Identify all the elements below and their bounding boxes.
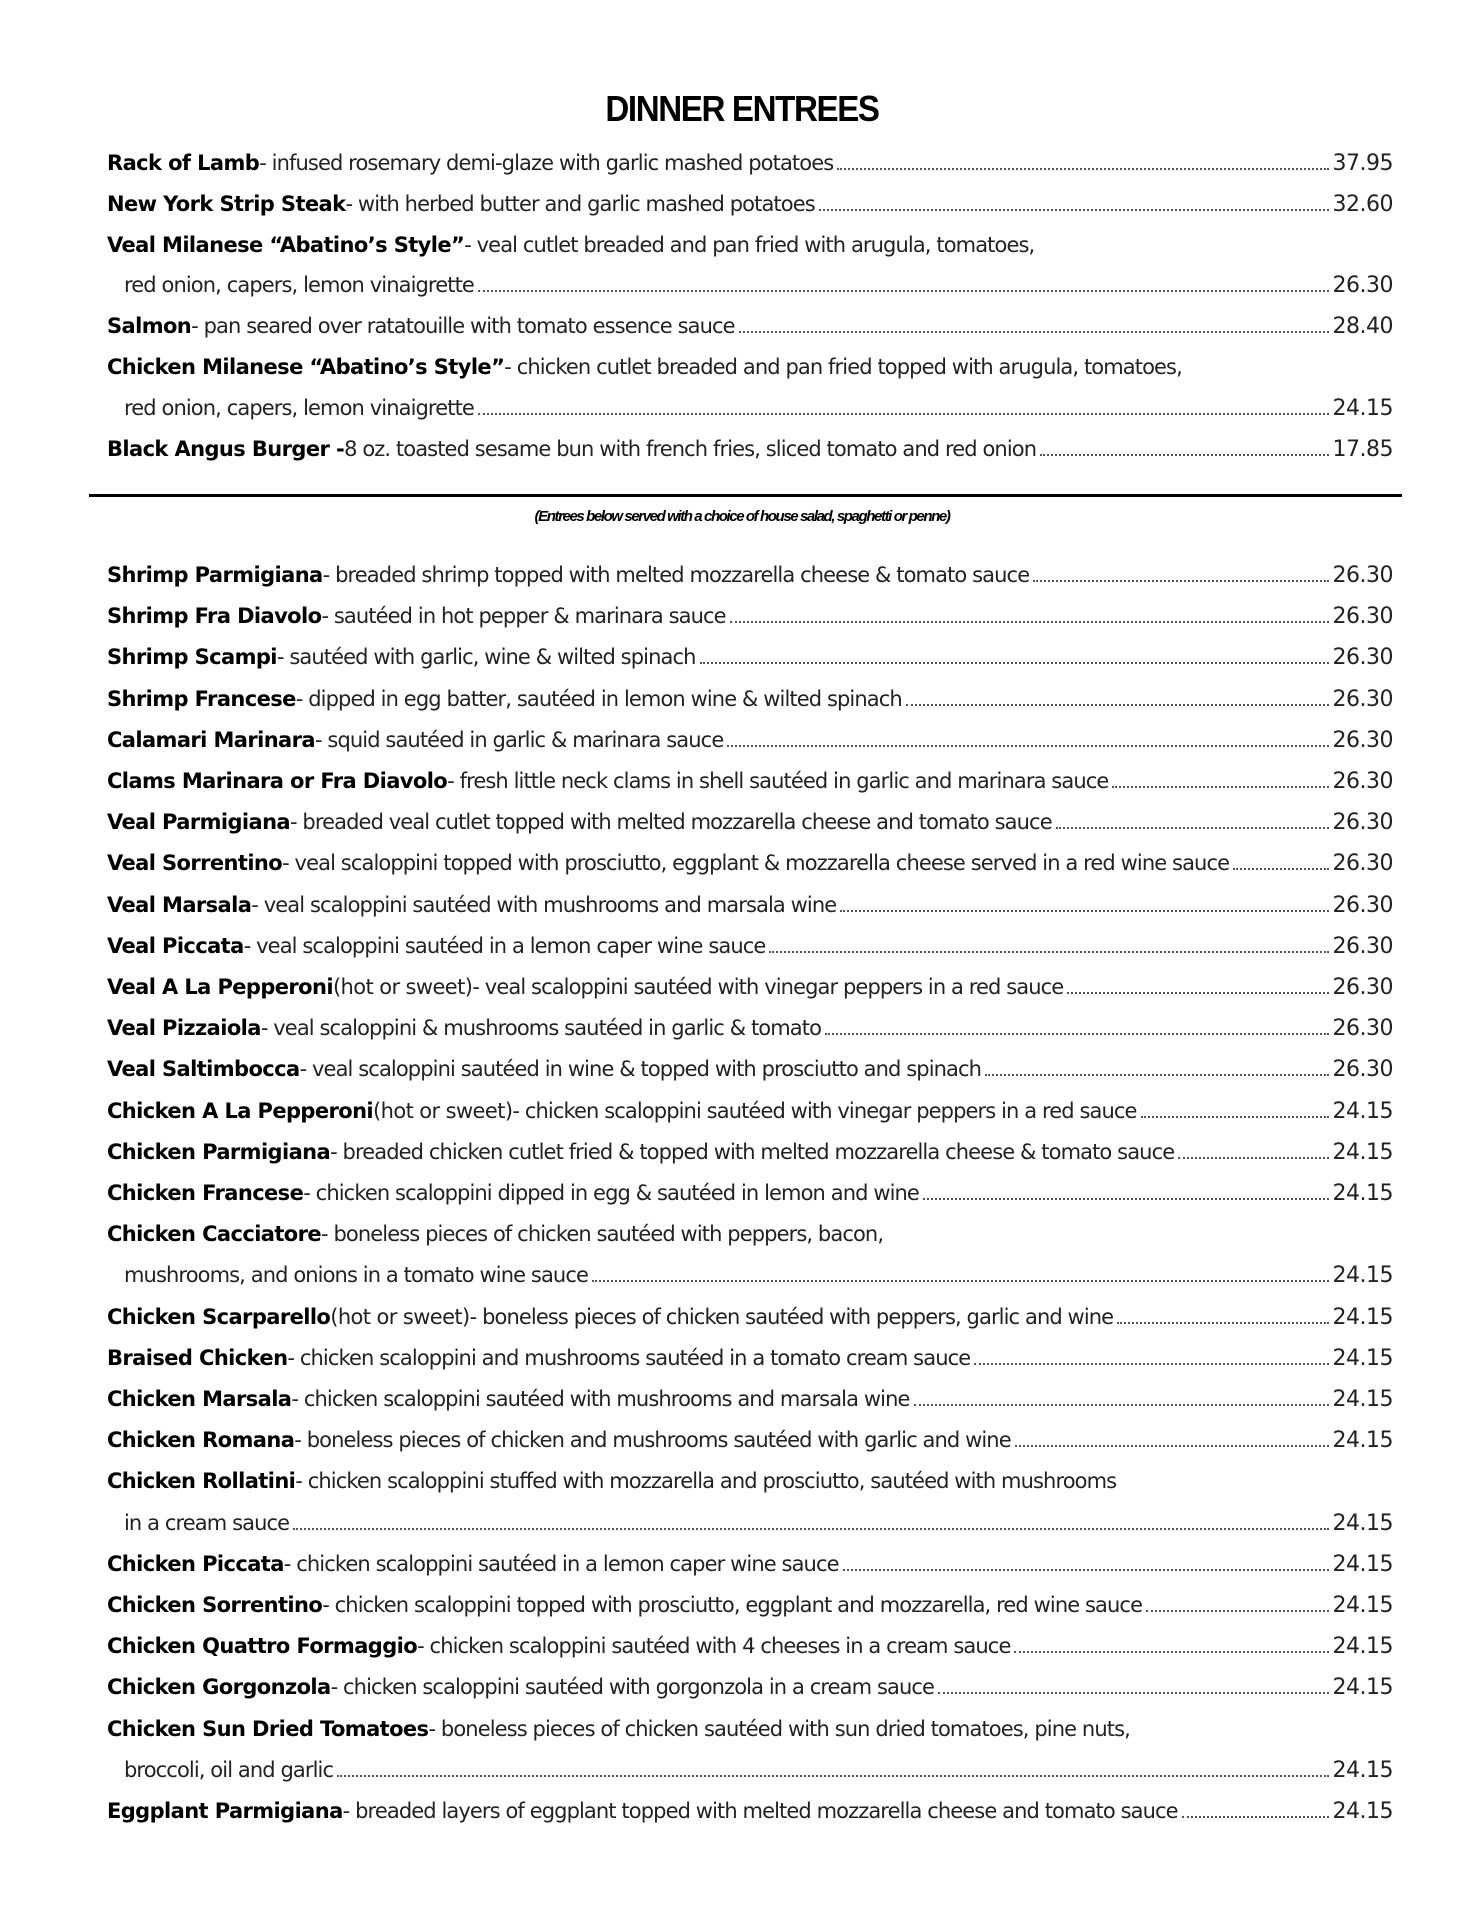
- menu-item-price: 24.15: [1332, 1263, 1393, 1289]
- menu-item-price: 26.30: [1332, 892, 1393, 918]
- menu-item-name: Chicken Parmigiana: [107, 1139, 331, 1164]
- dot-leader: [1182, 1815, 1329, 1818]
- menu-item: [107, 187, 1393, 221]
- dot-leader: [906, 703, 1329, 706]
- menu-item-description: - boneless pieces of chicken sautéed with peppers, garlic and wine: [469, 1304, 1114, 1329]
- menu-item-continuation: [107, 1258, 1393, 1292]
- dot-leader: [293, 1527, 1328, 1530]
- menu-item-price: 26.30: [1332, 769, 1393, 794]
- menu-item: [107, 599, 1393, 633]
- menu-item: [107, 970, 1393, 1004]
- menu-item-description: - infused rosemary demi-glaze with garlic mashed potatoes: [259, 151, 834, 175]
- menu-item-description: - dipped in egg batter, sautéed in lemon wine & wilted spinach: [295, 686, 902, 711]
- menu-item-price: 24.15: [1332, 1593, 1393, 1618]
- menu-item: [107, 1300, 1393, 1334]
- dot-leader: [1117, 1321, 1328, 1324]
- menu-item-price: 24.15: [1332, 1139, 1393, 1165]
- dot-leader: [739, 330, 1329, 333]
- menu-item-description: - veal scaloppini sautéed with vinegar peppers in a red sauce: [472, 975, 1064, 999]
- menu-item-price: 26.30: [1332, 273, 1393, 299]
- menu-item-description: - chicken scaloppini sautéed in a lemon caper wine sauce: [283, 1551, 839, 1576]
- menu-item-description-cont: broccoli, oil and garlic: [124, 1757, 334, 1782]
- dot-leader: [825, 1032, 1328, 1035]
- dot-leader: [1112, 785, 1328, 788]
- menu-item-price: 24.15: [1332, 1634, 1393, 1660]
- menu-item-name: Calamari Marinara: [107, 727, 315, 752]
- menu-item: [107, 228, 1393, 262]
- menu-item-price: 24.15: [1332, 1675, 1393, 1701]
- menu-item-description: - pan seared over ratatouille with tomato essence sauce: [191, 314, 735, 339]
- dot-leader: [592, 1279, 1329, 1282]
- menu-item-description: - boneless pieces of chicken and mushrooms sautéed with garlic and wine: [294, 1428, 1011, 1453]
- menu-item-continuation: [107, 391, 1393, 425]
- menu-item: [107, 1094, 1393, 1128]
- menu-item: [107, 1341, 1393, 1375]
- section-note: (Entrees below served with a choice of house salad, spaghetti or penne): [534, 508, 950, 525]
- menu-item-name: Rack of Lamb: [107, 151, 260, 175]
- dot-leader: [478, 289, 1329, 292]
- menu-item-description-cont: red onion, capers, lemon vinaigrette: [124, 273, 474, 298]
- menu-item-name: Eggplant Parmigiana: [107, 1799, 343, 1823]
- menu-item-price: 26.30: [1332, 851, 1393, 877]
- dot-leader: [769, 950, 1328, 953]
- menu-item-description: - breaded shrimp topped with melted mozzarella cheese & tomato sauce: [322, 563, 1030, 587]
- menu-item-price: 26.30: [1332, 645, 1393, 671]
- menu-item-name: Chicken Romana: [107, 1428, 295, 1453]
- dot-leader: [1033, 579, 1328, 582]
- menu-item-name: New York Strip Steak: [107, 191, 346, 216]
- dot-leader: [985, 1073, 1328, 1076]
- menu-item-price: 32.60: [1332, 191, 1393, 217]
- menu-item-name: Chicken Sorrentino: [107, 1593, 323, 1617]
- menu-item-price: 26.30: [1332, 1057, 1393, 1083]
- menu-item-description: - veal scaloppini & mushrooms sautéed in garlic & tomato: [260, 1016, 822, 1041]
- menu-item: [107, 1712, 1393, 1746]
- menu-item-name: Veal Marsala: [107, 892, 252, 917]
- menu-item-continuation: [107, 1506, 1393, 1540]
- menu-item: [107, 146, 1393, 180]
- dot-leader: [727, 744, 1328, 747]
- menu-item-price: 37.95: [1332, 151, 1393, 176]
- menu-item: [107, 1382, 1393, 1416]
- menu-item-name: Chicken Marsala: [107, 1387, 292, 1411]
- menu-item: [107, 558, 1393, 592]
- menu-item: [107, 1135, 1393, 1169]
- menu-item-description: - chicken scaloppini stuffed with mozzarella and prosciutto, sautéed with mushrooms: [295, 1469, 1117, 1494]
- menu-item-price: 24.15: [1332, 1098, 1393, 1124]
- menu-item-name: Chicken Piccata: [107, 1551, 284, 1576]
- menu-item-price: 24.15: [1332, 1387, 1393, 1412]
- menu-item-description: - boneless pieces of chicken sautéed with peppers, bacon,: [321, 1222, 884, 1247]
- menu-item-price: 26.30: [1332, 975, 1393, 1000]
- menu-item-name: Chicken Sun Dried Tomatoes: [107, 1716, 429, 1741]
- menu-item-name: Veal Parmigiana: [107, 810, 290, 835]
- dot-leader: [840, 909, 1328, 912]
- menu-item-description: - sautéed in hot pepper & marinara sauce: [321, 604, 726, 629]
- menu-item-name: Chicken Rollatini: [107, 1469, 296, 1494]
- menu-item-description: - chicken scaloppini topped with prosciutto, eggplant and mozzarella, red wine sauce: [322, 1593, 1143, 1617]
- menu-item-description-cont: in a cream sauce: [124, 1510, 290, 1535]
- menu-item-description: - veal cutlet breaded and pan fried with arugula, tomatoes,: [464, 232, 1035, 257]
- menu-item-name: Shrimp Fra Diavolo: [107, 604, 322, 629]
- menu-item-description: - fresh little neck clams in shell sautéed in garlic and marinara sauce: [447, 769, 1109, 793]
- menu-item-name: Shrimp Parmigiana: [107, 563, 323, 587]
- menu-item-price: 26.30: [1332, 604, 1393, 630]
- menu-item-description: - chicken scaloppini sautéed with mushrooms and marsala wine: [291, 1387, 910, 1411]
- menu-item: [107, 1547, 1393, 1581]
- menu-item-name: Veal Saltimbocca: [107, 1057, 300, 1082]
- menu-item-name: Shrimp Francese: [107, 686, 296, 711]
- dot-leader: [1067, 991, 1328, 994]
- dot-leader: [1178, 1156, 1328, 1159]
- menu-item-description: - veal scaloppini sautéed in a lemon caper wine sauce: [243, 933, 766, 958]
- dot-leader: [337, 1774, 1328, 1777]
- menu-item: [107, 350, 1393, 384]
- menu-item-description: 8 oz. toasted sesame bun with french fries, sliced tomato and red onion: [344, 436, 1037, 461]
- dot-leader: [819, 208, 1329, 211]
- menu-item-name: Chicken Milanese “Abatino’s Style”: [107, 355, 505, 379]
- menu-item-description: - sautéed with garlic, wine & wilted spinach: [276, 645, 696, 670]
- menu-item: [107, 846, 1393, 880]
- page-title: DINNER ENTREES: [605, 88, 879, 129]
- menu-item-price: 24.15: [1332, 1304, 1393, 1330]
- menu-item-name: Black Angus Burger -: [107, 436, 345, 461]
- menu-item: [107, 1670, 1393, 1704]
- dot-leader: [1056, 826, 1329, 829]
- menu-item-name: Chicken A La Pepperoni: [107, 1098, 374, 1123]
- section-divider: [89, 494, 1402, 497]
- menu-item-description: - with herbed butter and garlic mashed potatoes: [345, 191, 815, 216]
- menu-item-description-cont: red onion, capers, lemon vinaigrette: [124, 395, 474, 420]
- menu-item-name: Veal Sorrentino: [107, 851, 283, 876]
- menu-item-price: 26.30: [1332, 933, 1393, 959]
- dot-leader: [1146, 1609, 1328, 1612]
- menu-item-price: 26.30: [1332, 810, 1393, 836]
- menu-item-description: - breaded layers of eggplant topped with melted mozzarella cheese and tomato sauce: [342, 1799, 1178, 1823]
- menu-item-continuation: [107, 1753, 1393, 1787]
- menu-item-description: - chicken scaloppini and mushrooms sautéed in a tomato cream sauce: [287, 1345, 971, 1370]
- menu-item-name: Shrimp Scampi: [107, 645, 277, 670]
- dot-leader: [938, 1691, 1328, 1694]
- dot-leader: [837, 167, 1328, 170]
- dot-leader: [1141, 1115, 1329, 1118]
- menu-item-price: 24.15: [1332, 1551, 1393, 1577]
- menu-item-description: - breaded chicken cutlet fried & topped with melted mozzarella cheese & tomato sauce: [330, 1139, 1175, 1164]
- menu-item: [107, 1011, 1393, 1045]
- menu-item-name: Chicken Gorgonzola: [107, 1675, 331, 1700]
- menu-item: [107, 1588, 1393, 1622]
- menu-item-continuation: [107, 268, 1393, 302]
- menu-item-price: 24.15: [1332, 1757, 1393, 1783]
- menu-item-description: - chicken scaloppini sautéed with gorgonzola in a cream sauce: [330, 1675, 935, 1700]
- menu-item-description: - chicken scaloppini sautéed with 4 cheeses in a cream sauce: [417, 1634, 1011, 1659]
- dot-leader: [843, 1568, 1329, 1571]
- menu-item-description: - squid sautéed in garlic & marinara sauce: [314, 727, 724, 752]
- menu-item: [107, 640, 1393, 674]
- menu-item: [107, 432, 1393, 466]
- menu-item-name: Veal A La Pepperoni: [107, 975, 333, 999]
- menu-item: [107, 1217, 1393, 1251]
- dot-leader: [923, 1197, 1329, 1200]
- menu-item-description: - chicken scaloppini dipped in egg & sautéed in lemon and wine: [303, 1181, 919, 1205]
- dot-leader: [700, 661, 1329, 664]
- menu-item: [107, 723, 1393, 757]
- menu-item-description: - chicken scaloppini sautéed with vinegar peppers in a red sauce: [512, 1098, 1137, 1123]
- menu-item-name: Veal Pizzaiola: [107, 1016, 261, 1041]
- menu-item-price: 24.15: [1332, 1510, 1393, 1536]
- menu-item: [107, 309, 1393, 343]
- menu-item-description: - veal scaloppini sautéed with mushrooms and marsala wine: [251, 892, 837, 917]
- dot-leader: [914, 1403, 1329, 1406]
- menu-item-price: 24.15: [1332, 1345, 1393, 1371]
- menu-item: [107, 1794, 1393, 1828]
- menu-item: [107, 805, 1393, 839]
- menu-item-name: Veal Milanese “Abatino’s Style”: [107, 232, 465, 257]
- menu-item: [107, 929, 1393, 963]
- menu-item-name: Chicken Quattro Formaggio: [107, 1634, 418, 1659]
- menu-item-price: 24.15: [1332, 1799, 1393, 1824]
- dot-leader: [974, 1362, 1328, 1365]
- dot-leader: [1233, 867, 1328, 870]
- menu-item: [107, 1176, 1393, 1210]
- menu-item-price: 24.15: [1332, 395, 1393, 421]
- menu-item: [107, 1423, 1393, 1457]
- menu-item-description: - boneless pieces of chicken sautéed with sun dried tomatoes, pine nuts,: [428, 1716, 1130, 1741]
- menu-item-price: 26.30: [1332, 1016, 1393, 1042]
- dot-leader: [1015, 1444, 1329, 1447]
- menu-item-price: 24.15: [1332, 1181, 1393, 1206]
- menu-item-price: 26.30: [1332, 563, 1393, 588]
- dot-leader: [478, 412, 1329, 415]
- menu-item-description-cont: mushrooms, and onions in a tomato wine sauce: [124, 1263, 589, 1288]
- menu-item-modifier: (hot or sweet): [373, 1098, 513, 1123]
- menu-item-modifier: (hot or sweet): [332, 975, 473, 999]
- menu-item-description: - veal scaloppini sautéed in wine & topped with prosciutto and spinach: [299, 1057, 982, 1082]
- menu-item-description: - chicken cutlet breaded and pan fried topped with arugula, tomatoes,: [504, 355, 1182, 379]
- dot-leader: [730, 620, 1329, 623]
- menu-item-price: 26.30: [1332, 727, 1393, 753]
- menu-item-name: Salmon: [107, 314, 192, 339]
- menu-item-description: - breaded veal cutlet topped with melted mozzarella cheese and tomato sauce: [289, 810, 1052, 835]
- menu-item-name: Chicken Scarparello: [107, 1304, 331, 1329]
- menu-item: [107, 1629, 1393, 1663]
- menu-item-name: Chicken Cacciatore: [107, 1222, 322, 1247]
- menu-item-price: 28.40: [1332, 314, 1393, 340]
- menu-item-name: Braised Chicken: [107, 1345, 288, 1370]
- menu-item: [107, 1464, 1393, 1498]
- menu-item-price: 17.85: [1332, 436, 1393, 462]
- menu-item: [107, 682, 1393, 716]
- menu-item-name: Clams Marinara or Fra Diavolo: [107, 769, 448, 793]
- menu-item-price: 24.15: [1332, 1428, 1393, 1454]
- menu-item-description: - veal scaloppini topped with prosciutto, eggplant & mozzarella cheese served in a red wine sauce: [282, 851, 1230, 876]
- menu-item-modifier: (hot or sweet): [330, 1304, 470, 1329]
- menu-item: [107, 1052, 1393, 1086]
- dot-leader: [1040, 453, 1328, 456]
- menu-item-name: Chicken Francese: [107, 1181, 304, 1205]
- menu-item-price: 26.30: [1332, 686, 1393, 712]
- menu-item-name: Veal Piccata: [107, 933, 244, 958]
- menu-item: [107, 888, 1393, 922]
- dot-leader: [1014, 1650, 1328, 1653]
- menu-item: [107, 764, 1393, 798]
